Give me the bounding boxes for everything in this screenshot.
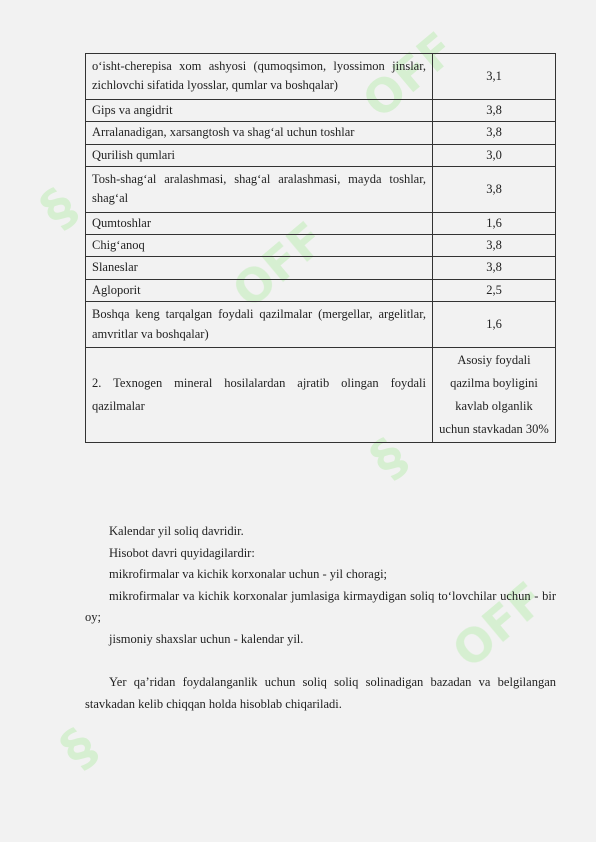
rate-cell: 1,6 [433, 302, 556, 348]
svg-text:OFF: OFF [442, 571, 556, 679]
rate-cell: 3,8 [433, 166, 556, 212]
resource-name-cell: Boshqa keng tarqalgan foydali qazilmalar (mergellar, argelitlar, amvritlar va boshqalar) [86, 302, 433, 348]
resource-name-cell: Gips va angidrit [86, 99, 433, 121]
paragraph: mikrofirmalar va kichik korxonalar uchun - yil choragi; [109, 567, 388, 581]
table-row [86, 166, 556, 212]
rate-cell: 3,0 [433, 144, 556, 166]
svg-text:OFF: OFF [222, 211, 336, 319]
resource-name-cell: Tosh-shag‘al aralashmasi, shag‘al aralashmasi, mayda toshlar, shag‘al [86, 166, 433, 212]
svg-text:§: § [29, 177, 89, 240]
table-row [86, 212, 556, 234]
resource-name-cell: Qurilish qumlari [86, 144, 433, 166]
resource-name-cell: 2. Texnogen mineral hosilalardan ajratib olingan foydali qazilmalar [86, 347, 433, 443]
rate-cell: 3,8 [433, 99, 556, 121]
rate-cell: 1,6 [433, 212, 556, 234]
table-row [86, 99, 556, 121]
table-row [86, 122, 556, 144]
table-row [86, 302, 556, 348]
svg-text:§: § [359, 427, 419, 490]
paragraph: Hisobot davri quyidagilardir: [109, 545, 255, 560]
paragraph: mikrofirmalar va kichik korxonalar jumlasiga kirmaydigan soliq to‘lovchilar uchun - bir oy; [85, 588, 556, 624]
svg-text:OFF: OFF [352, 21, 466, 129]
tax-rates-table [85, 53, 556, 443]
paragraph: jismoniy shaxslar uchun - kalendar yil. [109, 631, 304, 646]
table-row [86, 257, 556, 279]
resource-name-cell: Agloporit [86, 279, 433, 301]
table-row [86, 54, 556, 100]
paragraph: Yer qa’ridan foydalanganlik uchun soliq soliq solinadigan bazadan va belgilangan stavkadan kelib chiqqan holda hisoblab chiqariladi. [85, 675, 556, 711]
body-text [85, 521, 556, 715]
resource-name-cell: Chig‘anoq [86, 235, 433, 257]
paragraph: Kalendar yil soliq davridir. [109, 524, 244, 538]
rate-cell: 3,8 [433, 122, 556, 144]
svg-text:§: § [49, 717, 109, 780]
rate-cell: 3,8 [433, 257, 556, 279]
resource-name-cell: Slaneslar [86, 257, 433, 279]
resource-name-cell: Arralanadigan, xarsangtosh va shag‘al uchun toshlar [86, 122, 433, 144]
table-row [86, 347, 556, 443]
table-row [86, 279, 556, 301]
table-row [86, 144, 556, 166]
resource-name-cell: o‘isht-cherepisa xom ashyosi (qumoqsimon, lyossimon jinslar, zichlovchi sifatida lyosslar, qumlar va boshqalar) [86, 54, 433, 100]
table-row [86, 235, 556, 257]
rate-cell: Asosiy foydali qazilma boyligini kavlab olganlik uchun stavkadan 30% [433, 347, 556, 443]
resource-name-cell: Qumtoshlar [86, 212, 433, 234]
rate-cell: 3,8 [433, 235, 556, 257]
rate-cell: 2,5 [433, 279, 556, 301]
rate-cell: 3,1 [433, 54, 556, 100]
